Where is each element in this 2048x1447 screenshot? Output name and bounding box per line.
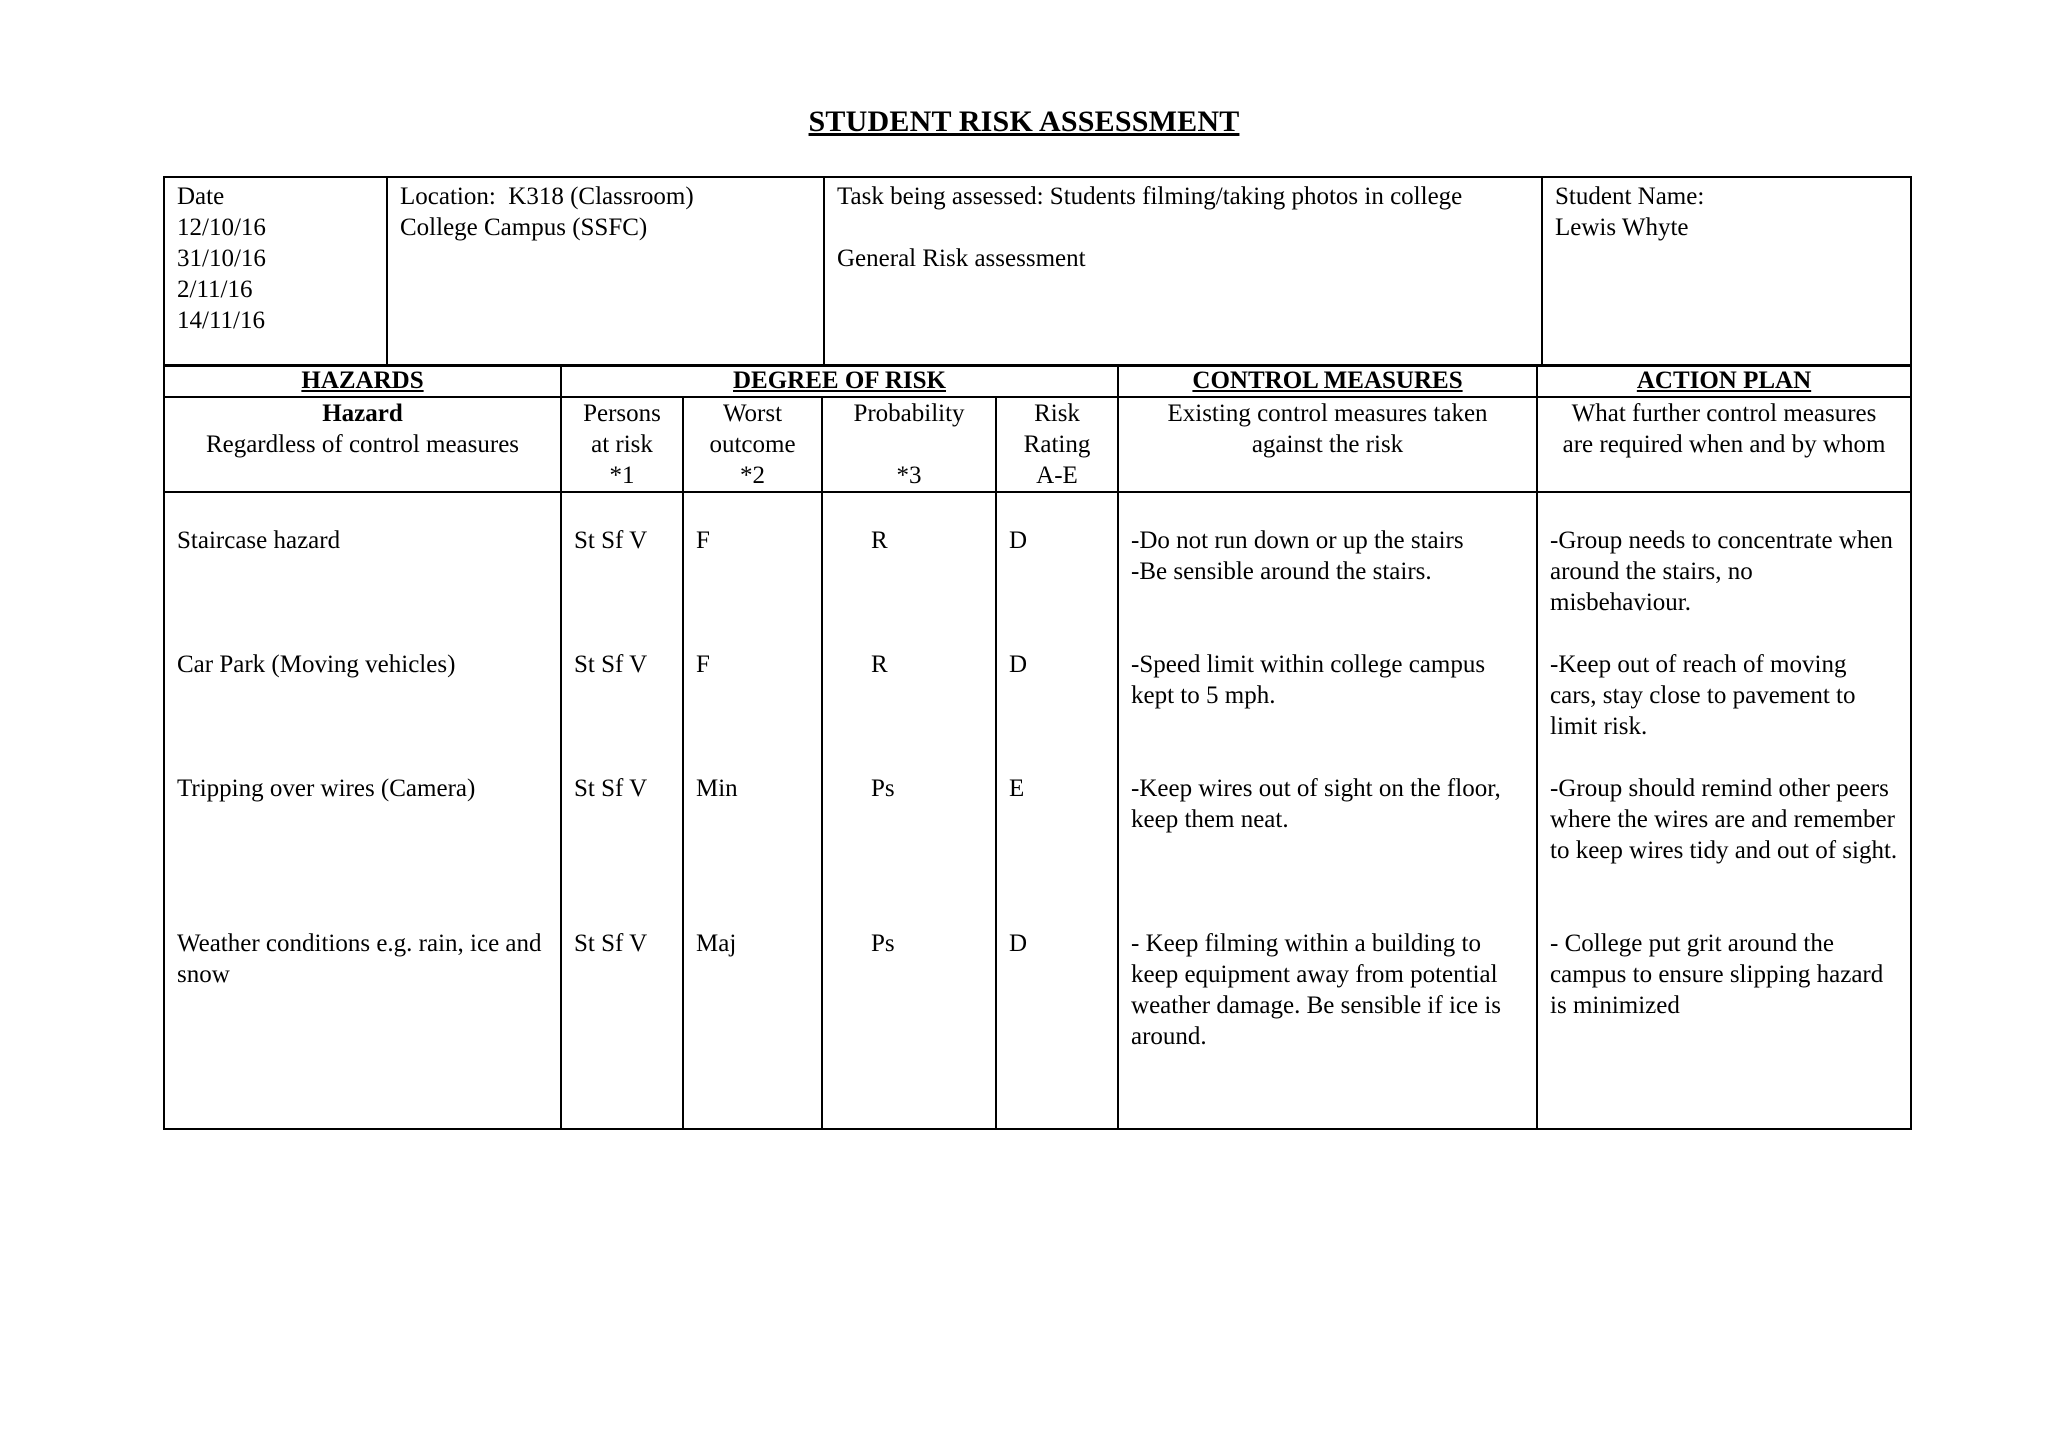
col-probability-line: Probability <box>853 400 965 427</box>
location-label: Location: K318 (Classroom) <box>400 183 694 210</box>
hazard-cell: Staircase hazard <box>164 492 561 649</box>
section-control-measures: CONTROL MEASURES <box>1118 365 1537 397</box>
control-cell <box>1118 773 1537 928</box>
date-entry: 31/10/16 <box>177 245 266 272</box>
col-existing-control: Existing control measures taken against the risk <box>1118 397 1537 492</box>
persons-cell: St Sf V <box>561 492 683 649</box>
rating-cell: D <box>996 928 1118 1129</box>
col-hazard-subtitle: Regardless of control measures <box>205 431 520 458</box>
task-cell <box>824 177 1542 366</box>
location-campus: College Campus (SSFC) <box>400 214 648 241</box>
outcome-cell: Maj <box>683 928 822 1129</box>
control-line: -Keep wires out of sight on the floor, keep them neat. <box>1131 775 1501 833</box>
hazard-cell: Car Park (Moving vehicles) <box>164 649 561 773</box>
hazard-cell: Weather conditions e.g. rain, ice and snow <box>164 928 561 1129</box>
student-name-label: Student Name: <box>1555 183 1705 210</box>
control-line: -Speed limit within college campus kept to 5 mph. <box>1131 651 1486 709</box>
probability-cell: Ps <box>822 928 996 1129</box>
probability-cell: R <box>822 649 996 773</box>
risk-table <box>163 364 1912 1130</box>
control-cell <box>1118 928 1537 1129</box>
outcome-cell: Min <box>683 773 822 928</box>
col-further-action: What further control measures are required when and by whom <box>1537 397 1911 492</box>
rating-cell: D <box>996 492 1118 649</box>
col-worst-line: outcome <box>709 431 796 458</box>
control-cell <box>1118 649 1537 773</box>
col-worst-line: *2 <box>740 462 765 489</box>
page-title: STUDENT RISK ASSESSMENT <box>808 105 1240 138</box>
col-rating-line: Risk <box>1034 400 1080 427</box>
col-probability-line: *3 <box>896 462 922 489</box>
col-worst-line: Worst <box>722 400 783 427</box>
control-cell <box>1118 492 1537 649</box>
date-cell <box>164 177 387 366</box>
action-cell: -Group should remind other peers where the wires are and remember to keep wires tidy and out of sight. <box>1537 773 1911 928</box>
section-action-plan: ACTION PLAN <box>1537 365 1911 397</box>
table-row <box>164 492 1911 649</box>
persons-cell: St Sf V <box>561 773 683 928</box>
task-type: General Risk assessment <box>837 245 1086 272</box>
date-label: Date <box>177 183 225 210</box>
col-probability <box>822 397 996 492</box>
col-risk-rating <box>996 397 1118 492</box>
date-entry: 2/11/16 <box>177 276 253 303</box>
table-row <box>164 928 1911 1129</box>
col-worst-outcome <box>683 397 822 492</box>
outcome-cell: F <box>683 492 822 649</box>
section-hazards: HAZARDS <box>164 365 561 397</box>
section-degree-of-risk: DEGREE OF RISK <box>561 365 1118 397</box>
date-entry: 12/10/16 <box>177 214 266 241</box>
probability-cell: Ps <box>822 773 996 928</box>
action-cell: -Group needs to concentrate when around the stairs, no misbehaviour. <box>1537 492 1911 649</box>
control-line: -Be sensible around the stairs. <box>1131 558 1432 585</box>
table-row <box>164 649 1911 773</box>
rating-cell: D <box>996 649 1118 773</box>
student-name: Lewis Whyte <box>1555 214 1689 241</box>
rating-cell: E <box>996 773 1118 928</box>
col-persons-line: at risk <box>591 431 653 458</box>
outcome-cell: F <box>683 649 822 773</box>
assessment-info-table <box>163 176 1912 367</box>
date-entry: 14/11/16 <box>177 307 265 334</box>
persons-cell: St Sf V <box>561 928 683 1129</box>
table-row <box>164 773 1911 928</box>
student-cell <box>1542 177 1911 366</box>
action-cell: - College put grit around the campus to ensure slipping hazard is minimized <box>1537 928 1911 1129</box>
col-hazard-title: Hazard <box>322 400 403 427</box>
col-persons-line: *1 <box>609 462 635 489</box>
location-cell <box>387 177 824 366</box>
control-line: -Do not run down or up the stairs <box>1131 527 1464 554</box>
task-label: Task being assessed: Students filming/taking photos in college <box>837 183 1463 210</box>
col-rating-line: A-E <box>1036 462 1078 489</box>
col-rating-line: Rating <box>1023 431 1091 458</box>
probability-cell: R <box>822 492 996 649</box>
col-persons-at-risk <box>561 397 683 492</box>
hazard-cell: Tripping over wires (Camera) <box>164 773 561 928</box>
action-cell: -Keep out of reach of moving cars, stay close to pavement to limit risk. <box>1537 649 1911 773</box>
col-hazard <box>164 397 561 492</box>
persons-cell: St Sf V <box>561 649 683 773</box>
col-persons-line: Persons <box>583 400 661 427</box>
control-line: - Keep filming within a building to keep equipment away from potential weather damage. Be sensible if ice is around. <box>1131 930 1502 1050</box>
